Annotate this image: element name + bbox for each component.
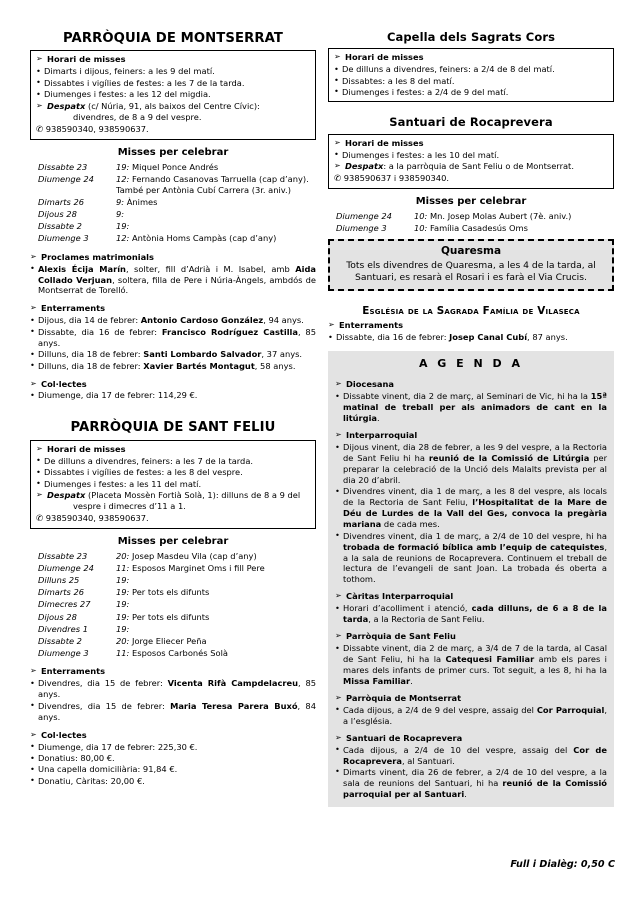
agenda-text: Dissabte vinent, dia 2 de març, a 3/4 de 7 de la tarda, al Casal de Sant Feliu, hi ha la bbox=[343, 643, 607, 665]
agenda-text-end: , a la Rectoria de Sant Feliu. bbox=[368, 614, 485, 625]
telephone-icon: ✆ bbox=[36, 124, 44, 135]
santfeliu-schedule-box bbox=[30, 440, 316, 529]
montserrat-proclames-group bbox=[30, 252, 316, 297]
agenda-highlight: reunió de la Comissió parroquial per al Santuari bbox=[343, 777, 607, 799]
montserrat-masses-table bbox=[30, 161, 316, 245]
agenda-highlight-2: Missa Familiar bbox=[343, 675, 411, 686]
agenda-text-end: . bbox=[464, 788, 467, 799]
mass-detail bbox=[116, 161, 316, 173]
bulletin-page bbox=[30, 30, 615, 807]
agenda-item bbox=[335, 767, 607, 800]
mass-hour: 19: bbox=[116, 161, 130, 172]
schedule-item: • Diumenges i festes: a les 11 del matí. bbox=[36, 479, 310, 490]
schedule-item: • Diumenges i festes: a les 12 del migdia. bbox=[36, 89, 310, 100]
mass-detail bbox=[116, 562, 316, 574]
mass-hour: 11: bbox=[116, 647, 130, 658]
agenda-text: Cada dijous, a 2/4 de 10 del vespre, assaig del bbox=[343, 744, 574, 755]
schedule-item: • Dimarts i dijous, feiners: a les 9 del matí. bbox=[36, 66, 310, 77]
mass-day: Diumenge 24 bbox=[336, 210, 392, 221]
horari-heading: ➢ Horari de misses bbox=[36, 444, 310, 455]
agenda-highlight: Cor de Rocaprevera bbox=[343, 744, 607, 766]
mass-hour: 19: bbox=[116, 599, 130, 610]
agenda-heading-interparroquial: ➢ Interparroquial bbox=[335, 430, 607, 441]
agenda-text: Divendres vinent, dia 1 de març, a 2/4 de 10 del vespre, hi ha bbox=[343, 530, 607, 541]
mass-detail bbox=[116, 208, 316, 220]
phone-line bbox=[36, 124, 310, 136]
mass-hour: 19: bbox=[116, 575, 130, 586]
mass-hour: 10: bbox=[414, 223, 428, 234]
santfeliu-enterraments-group bbox=[30, 666, 316, 722]
agenda-highlight: trobada de formació bíblica amb l’equip de catequistes bbox=[343, 541, 605, 552]
burial-date: Dilluns, dia 18 de febrer: bbox=[38, 360, 144, 371]
burial-name: Maria Teresa Parera Buxó bbox=[170, 700, 298, 711]
mass-day: Dissabte 2 bbox=[38, 635, 82, 646]
agenda-highlight: reunió de la Comissió de Litúrgia bbox=[428, 453, 590, 464]
burial-name: Francisco Rodríguez Castilla bbox=[161, 326, 298, 337]
mass-detail bbox=[116, 220, 316, 232]
despatx-address: : a la parròquia de Sant Feliu o de Montserrat. bbox=[383, 160, 574, 171]
mass-detail bbox=[116, 611, 316, 623]
agenda-text: Cada dijous, a 2/4 de 9 del vespre, assaig del bbox=[343, 704, 537, 715]
mass-intention: Família Casadesús Oms bbox=[430, 223, 528, 234]
list-item: • Una capella domiciliària: 91,84 €. bbox=[30, 764, 316, 775]
burial-date: Dilluns, dia 18 de febrer: bbox=[38, 349, 144, 360]
agenda-text-end: . bbox=[410, 675, 413, 686]
table-row bbox=[30, 220, 316, 232]
chapel-title-sagrats-cors: Capella dels Sagrats Cors bbox=[386, 30, 556, 44]
agenda-text: Divendres vinent, dia 1 de març, a les 8 del vespre, als locals de la Rectoria de Sant Feliu, bbox=[343, 486, 607, 508]
mass-detail bbox=[116, 587, 316, 599]
mass-intention-extra: També per Antònia Cubí Carrera (3r. aniv.) bbox=[116, 184, 291, 195]
despatx-info bbox=[36, 101, 310, 123]
mass-intention: Per tots els difunts bbox=[132, 587, 210, 598]
rocaprevera-masses-table bbox=[328, 210, 614, 234]
burial-name: Santi Lombardo Salvador bbox=[143, 349, 262, 360]
table-row bbox=[30, 575, 316, 587]
mass-day: Diumenge 3 bbox=[336, 223, 387, 234]
burial-age: , 85 anys. bbox=[38, 326, 316, 348]
mass-hour: 20: bbox=[116, 635, 130, 646]
table-row bbox=[30, 161, 316, 173]
list-item: • Diumenge, dia 17 de febrer: 114,29 €. bbox=[30, 390, 316, 401]
agenda-highlight: l’Hospitalitat de la Mare de Déu de Lurdes de la Vall del Ges, convoca la pregària mariana bbox=[343, 497, 607, 530]
mass-detail bbox=[414, 210, 614, 222]
list-item bbox=[30, 315, 316, 326]
parish-title-montserrat: PARRÒQUIA DE MONTSERRAT bbox=[62, 31, 283, 46]
agenda-text-end: , al Santuari. bbox=[402, 755, 455, 766]
despatx-info bbox=[334, 161, 608, 172]
agenda-item bbox=[335, 486, 607, 530]
mass-intention: Esposos Marginet Oms i fill Pere bbox=[132, 563, 265, 574]
mass-hour: 10: bbox=[414, 210, 428, 221]
burial-age: , 58 anys. bbox=[254, 360, 296, 371]
horari-heading: ➢ Horari de misses bbox=[334, 138, 608, 149]
despatx-address: (c/ Núria, 91, als baixos del Centre Cívic): bbox=[87, 100, 260, 111]
groom-detail: , solter, fill d’Adrià i M. Isabel, amb bbox=[125, 263, 290, 274]
burial-date: Divendres, dia 15 de febrer: bbox=[38, 678, 168, 689]
schedule-item: • De dilluns a divendres, feiners: a les 7 de la tarda. bbox=[36, 456, 310, 467]
agenda-highlight: Catequesi Familiar bbox=[445, 654, 535, 665]
agenda-heading-sant-feliu: ➢ Parròquia de Sant Feliu bbox=[335, 631, 607, 642]
mass-hour: 19: bbox=[116, 611, 130, 622]
mass-hour: 11: bbox=[116, 563, 130, 574]
masses-heading: Misses per celebrar bbox=[415, 196, 527, 208]
list-item bbox=[30, 361, 316, 372]
left-column bbox=[30, 30, 316, 807]
proclames-heading: ➢ Proclames matrimonials bbox=[30, 252, 316, 263]
agenda-item bbox=[335, 745, 607, 767]
mass-hour: 12: bbox=[116, 233, 130, 244]
table-row bbox=[30, 599, 316, 611]
mass-day: Divendres 1 bbox=[38, 623, 88, 634]
agenda-heading-rocaprevera: ➢ Santuari de Rocaprevera bbox=[335, 733, 607, 744]
groom-name: Alexis Écija Marín bbox=[38, 263, 126, 274]
schedule-item: • De dilluns a divendres, feiners: a 2/4 de 8 del matí. bbox=[334, 64, 608, 75]
list-item bbox=[30, 678, 316, 700]
mass-hour: 19: bbox=[116, 623, 130, 634]
burial-date: Dijous, dia 14 de febrer: bbox=[38, 315, 141, 326]
schedule-item: • Dissabtes i vigílies de festes: a les 8 del vespre. bbox=[36, 467, 310, 478]
mass-day: Dissabte 2 bbox=[38, 220, 82, 231]
burial-name: Vicenta Rifà Campdelacreu bbox=[167, 678, 299, 689]
mass-hour: 9: bbox=[116, 208, 125, 219]
agenda-text: Dissabte vinent, dia 2 de març, al Seminari de Vic, hi ha la bbox=[343, 391, 591, 402]
table-row bbox=[30, 173, 316, 196]
agenda-text: Horari d’acolliment i atenció, bbox=[343, 603, 472, 614]
table-row bbox=[30, 623, 316, 635]
agenda-panel bbox=[328, 351, 614, 807]
agenda-title: A G E N D A bbox=[418, 356, 524, 370]
santfeliu-masses-table bbox=[30, 550, 316, 659]
sagratscors-schedule-box bbox=[328, 48, 614, 102]
mass-detail bbox=[116, 173, 316, 196]
agenda-text-end: , a l’església. bbox=[343, 704, 607, 726]
parish-title-sant-feliu: PARRÒQUIA DE SANT FELIU bbox=[70, 420, 276, 436]
montserrat-collectes-group bbox=[30, 379, 316, 402]
mass-hour: 19: bbox=[116, 587, 130, 598]
agenda-heading-montserrat: ➢ Parròquia de Montserrat bbox=[335, 693, 607, 704]
burial-age: , 94 anys. bbox=[263, 315, 304, 326]
mass-detail bbox=[116, 196, 316, 208]
table-row bbox=[30, 635, 316, 647]
agenda-item bbox=[335, 643, 607, 687]
list-item: • Diumenge, dia 17 de febrer: 225,30 €. bbox=[30, 742, 316, 753]
agenda-heading-diocesana: ➢ Diocesana bbox=[335, 379, 607, 390]
burial-age: , 85 anys. bbox=[38, 678, 317, 700]
mass-intention: Antònia Homs Campàs (cap d’any) bbox=[132, 233, 277, 244]
schedule-item: • Diumenges i festes: a 2/4 de 9 del matí. bbox=[334, 87, 608, 98]
mass-day: Dissabte 23 bbox=[38, 550, 88, 561]
despatx-address: (Placeta Mossèn Fortià Solà, 1): dilluns de 8 a 9 del bbox=[87, 490, 301, 501]
masses-heading: Misses per celebrar bbox=[117, 146, 229, 158]
collectes-heading: ➢ Col·lectes bbox=[30, 730, 316, 741]
agenda-text-mid: amb els pares i mares dels infants de primer curs. Tot seguit, a les 8, hi ha la bbox=[343, 654, 607, 675]
agenda-highlight: cada dilluns, de 6 a 8 de la tarda bbox=[343, 603, 607, 625]
agenda-text: Dijous vinent, dia 28 de febrer, a les 9 del vespre, a la Rectoria de Sant Feliu hi ha bbox=[343, 442, 607, 464]
burial-date: Divendres, dia 15 de febrer: bbox=[38, 700, 171, 711]
mass-day: Diumenge 3 bbox=[38, 233, 89, 244]
burial-name: Xavier Bartés Montagut bbox=[143, 360, 255, 371]
list-item: • Donatiu, Càritas: 20,00 €. bbox=[30, 776, 316, 787]
table-row bbox=[30, 233, 316, 245]
despatx-label: Despatx bbox=[345, 160, 384, 171]
mass-day: Dilluns 25 bbox=[38, 575, 80, 586]
mass-hour: 19: bbox=[116, 220, 130, 231]
montserrat-schedule-box bbox=[30, 50, 316, 139]
enterraments-heading: ➢ Enterraments bbox=[30, 666, 316, 677]
church-title-vilaseca: Església de la Sagrada Família de Vilaseca bbox=[362, 305, 580, 318]
right-column bbox=[328, 30, 614, 807]
list-item bbox=[30, 349, 316, 360]
burial-age: , 87 anys. bbox=[527, 332, 568, 342]
phone-numbers: 938590637 i 938590340. bbox=[343, 172, 449, 183]
mass-detail bbox=[116, 599, 316, 611]
phone-line bbox=[36, 513, 310, 525]
schedule-item: • Dissabtes: a les 8 del matí. bbox=[334, 76, 608, 87]
mass-hour: 9: bbox=[116, 196, 125, 207]
agenda-highlight: Cor Parroquial bbox=[536, 704, 605, 715]
mass-hour: 20: bbox=[116, 550, 130, 561]
list-item bbox=[30, 701, 316, 723]
mass-detail bbox=[116, 635, 316, 647]
quaresma-title: Quaresma bbox=[440, 244, 502, 257]
mass-day: Dimarts 26 bbox=[38, 587, 85, 598]
mass-intention: Ànimes bbox=[126, 196, 158, 207]
agenda-item bbox=[335, 442, 607, 486]
mass-intention: Jorge Eliecer Peña bbox=[132, 635, 207, 646]
quaresma-notice bbox=[328, 239, 614, 292]
enterraments-heading: ➢ Enterraments bbox=[328, 320, 614, 331]
mass-day: Diumenge 3 bbox=[38, 647, 89, 658]
list-item bbox=[30, 327, 316, 349]
mass-detail bbox=[116, 233, 316, 245]
phone-numbers: 938590340, 938590637. bbox=[45, 512, 149, 523]
agenda-heading-caritas: ➢ Càritas Interparroquial bbox=[335, 591, 607, 602]
table-row bbox=[30, 611, 316, 623]
table-row bbox=[30, 550, 316, 562]
despatx-label: Despatx bbox=[47, 100, 86, 111]
telephone-icon: ✆ bbox=[36, 513, 44, 524]
agenda-text-end: de cada mes. bbox=[381, 519, 440, 530]
despatx-info bbox=[36, 490, 310, 512]
quaresma-line-1: Tots els divendres de Quaresma, a les 4 de la tarda, al bbox=[346, 260, 596, 272]
burial-age: , 84 anys. bbox=[38, 700, 316, 722]
list-item bbox=[328, 332, 614, 343]
collectes-heading: ➢ Col·lectes bbox=[30, 379, 316, 390]
mass-detail bbox=[116, 623, 316, 635]
mass-hour: 12: bbox=[116, 173, 130, 184]
mass-detail bbox=[116, 550, 316, 562]
agenda-text-end: per preparar la celebració de la Unció dels Malalts prevista per al dia 20 d’abril. bbox=[343, 453, 608, 485]
santfeliu-collectes-group bbox=[30, 730, 316, 787]
page-footer: Full i Dialèg: 0,50 C bbox=[510, 859, 615, 871]
rocaprevera-schedule-box bbox=[328, 134, 614, 190]
mass-day: Dijous 28 bbox=[38, 611, 77, 622]
agenda-item bbox=[335, 531, 607, 586]
table-row bbox=[30, 647, 316, 659]
burial-name: Antonio Cardoso González bbox=[140, 315, 264, 326]
schedule-item: • Diumenges i festes: a les 10 del matí. bbox=[334, 150, 608, 161]
agenda-highlight: 15ª matinal de treball per als animadors de cant en la litúrgia bbox=[343, 391, 607, 424]
burial-age: , 37 anys. bbox=[261, 349, 303, 360]
mass-detail bbox=[116, 647, 316, 659]
mass-day: Dimarts 26 bbox=[38, 196, 85, 207]
burial-date: Dissabte, dia 16 de febrer: bbox=[38, 326, 162, 337]
mass-day: Diumenge 24 bbox=[38, 563, 94, 574]
table-row bbox=[30, 562, 316, 574]
enterraments-heading: ➢ Enterraments bbox=[30, 303, 316, 314]
agenda-text: Dimarts vinent, dia 26 de febrer, a 2/4 de 10 del vespre, a la sala de reunions del Santuari, hi ha bbox=[343, 766, 607, 788]
mass-intention: Esposos Carbonés Solà bbox=[132, 647, 228, 658]
telephone-icon: ✆ bbox=[334, 173, 342, 184]
bride-detail: , soltera, filla de Pere i Núria-Àngels, ambdós de Montserrat de Torelló. bbox=[38, 274, 317, 296]
mass-intention: Miquel Ponce Andrés bbox=[132, 161, 219, 172]
mass-intention: Mn. Josep Molas Aubert (7è. aniv.) bbox=[430, 210, 572, 221]
burial-date: Dissabte, dia 16 de febrer: bbox=[336, 332, 450, 342]
table-row bbox=[328, 222, 614, 234]
table-row bbox=[30, 208, 316, 220]
agenda-item bbox=[335, 705, 607, 727]
mass-detail bbox=[414, 222, 614, 234]
montserrat-enterraments-group bbox=[30, 303, 316, 371]
agenda-text-end: . bbox=[377, 413, 380, 424]
mass-intention: Per tots els difunts bbox=[132, 611, 210, 622]
quaresma-line-2: Santuari, es resarà el Rosari i es farà el Via Crucis. bbox=[355, 272, 587, 284]
phone-numbers: 938590340, 938590637. bbox=[45, 123, 149, 134]
sanctuary-title-rocaprevera: Santuari de Rocaprevera bbox=[389, 115, 553, 130]
table-row bbox=[30, 587, 316, 599]
agenda-item bbox=[335, 603, 607, 625]
despatx-label: Despatx bbox=[47, 490, 86, 501]
table-row bbox=[30, 196, 316, 208]
list-item bbox=[30, 264, 316, 297]
mass-day: Diumenge 24 bbox=[38, 173, 94, 184]
horari-heading: ➢ Horari de misses bbox=[36, 54, 310, 65]
mass-intention: Josep Masdeu Vila (cap d’any) bbox=[132, 550, 257, 561]
burial-name: Josep Canal Cubí bbox=[449, 332, 528, 342]
agenda-item bbox=[335, 391, 607, 424]
vilaseca-enterraments-group bbox=[328, 320, 614, 343]
mass-intention: Fernando Casanovas Tarruella (cap d’any). bbox=[132, 173, 309, 184]
bride-name: Aida Collado Verjuan bbox=[38, 263, 317, 285]
mass-day: Dimecres 27 bbox=[38, 599, 91, 610]
despatx-hours: vespre i dimecres d’11 a 1. bbox=[73, 501, 186, 511]
mass-day: Dijous 28 bbox=[38, 208, 77, 219]
table-row bbox=[328, 210, 614, 222]
schedule-item: • Dissabtes i vigílies de festes: a les 7 de la tarda. bbox=[36, 78, 310, 89]
list-item: • Donatius: 80,00 €. bbox=[30, 753, 316, 764]
masses-heading: Misses per celebrar bbox=[117, 536, 229, 548]
mass-day: Dissabte 23 bbox=[38, 161, 88, 172]
despatx-hours: divendres, de 8 a 9 del vespre. bbox=[73, 111, 202, 122]
agenda-text-end: , a la sala de reunions de Rocaprevera. Continuem el treball de lectura de l’evangeli de sant Joan. La trobada és oberta a tothom. bbox=[343, 541, 607, 585]
mass-detail bbox=[116, 575, 316, 587]
phone-line bbox=[334, 173, 608, 185]
horari-heading: ➢ Horari de misses bbox=[334, 52, 608, 63]
